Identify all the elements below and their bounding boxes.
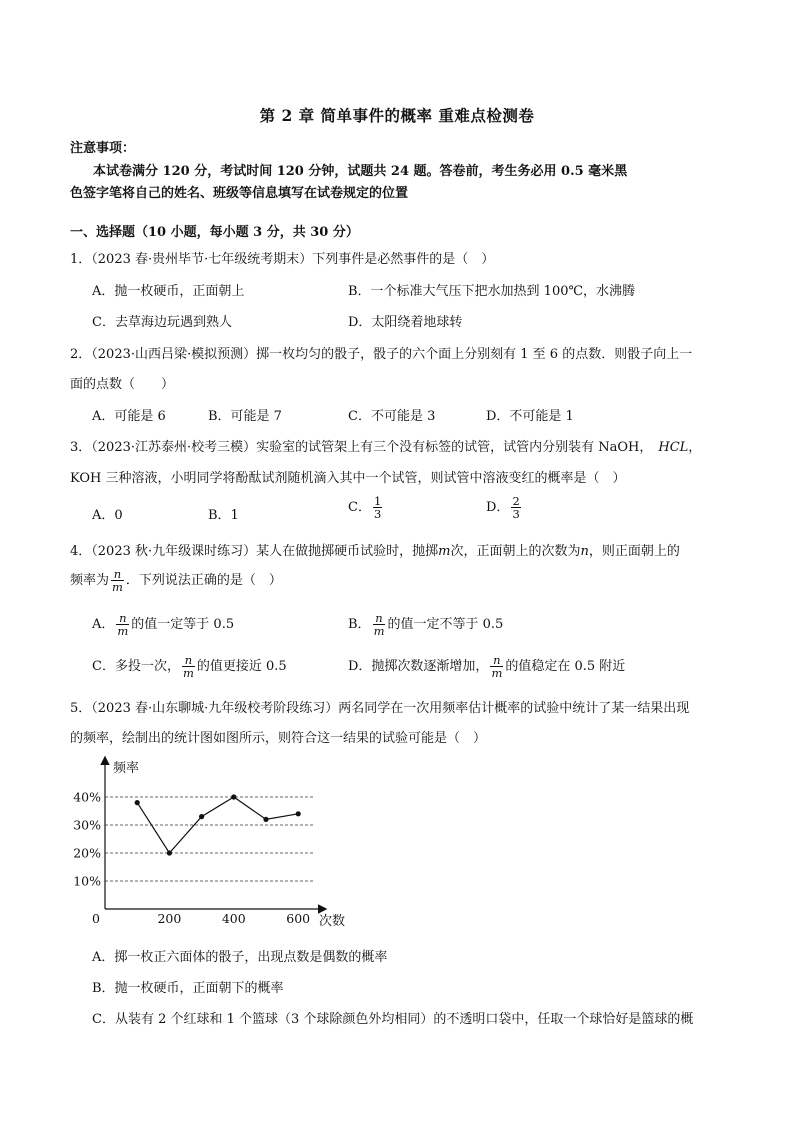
- q1-option-b: B．一个标准大气压下把水加热到 100℃，水沸腾: [348, 284, 636, 299]
- data-point-300: [199, 814, 204, 819]
- q4-frac-numerator: n: [113, 567, 122, 581]
- q4-stem-text-3: ，则正面朝上的: [588, 544, 680, 559]
- q3-option-c-label: C．: [348, 500, 371, 515]
- q4-b-numerator: n: [375, 611, 383, 625]
- q3-stem-line-1: [70, 436, 701, 455]
- chart-ticks: [73, 790, 310, 927]
- q4-stem-line-1: [70, 540, 680, 559]
- origin-label: 0: [92, 911, 100, 926]
- q4-option-b: [348, 612, 503, 637]
- y-tick-label-30: 30%: [73, 817, 101, 833]
- q4-option-d-fraction: [490, 654, 503, 679]
- y-tick-label-40: 40%: [73, 789, 101, 805]
- q4-option-a: [92, 612, 234, 637]
- data-point-600: [296, 811, 301, 816]
- y-axis-label: 频率: [113, 761, 140, 776]
- q4-var-n: n: [580, 544, 589, 559]
- q3-d-denominator: 3: [512, 507, 520, 521]
- x-tick-label-200: 200: [157, 911, 182, 926]
- q5-stem-line-1: 5．（2023 春·山东聊城·九年级校考阶段练习）两名同学在一次用频率估计概率的试验中统计了某一结果出现: [70, 701, 690, 716]
- q4-stem-text-2: 次，正面朝上的次数为: [450, 544, 581, 559]
- q1-option-a: A．抛一枚硬币，正面朝上: [92, 284, 245, 299]
- q4-c-numerator: n: [184, 653, 193, 667]
- data-point-500: [263, 817, 268, 822]
- q5-option-b: B．抛一枚硬币，正面朝下的概率: [92, 981, 284, 996]
- q3-d-numerator: 2: [512, 494, 520, 508]
- q2-option-c: C．不可能是 3: [348, 409, 436, 424]
- q3-option-a: A．0: [92, 508, 123, 523]
- q4-stem-text-4: 频率为: [70, 573, 110, 588]
- q3-option-d-label: D．: [486, 500, 510, 515]
- q4-var-m: m: [438, 544, 451, 559]
- q4-stem-text-5: ．下列说法正确的是（ ）: [125, 573, 282, 588]
- q4-option-c-text: 的值更接近 0.5: [196, 659, 287, 674]
- q3-option-d-fraction: [511, 495, 520, 520]
- q4-stem-text-1: 4．（2023 秋·九年级课时练习）某人在做抛掷硬币试验时，抛掷: [70, 544, 439, 559]
- q3-stem-line-2: KOH 三种溶液，小明同学将酚酞试剂随机滴入其中一个试管，则试管中溶液变红的概率是（ ）: [70, 471, 626, 486]
- frequency-line-chart: [60, 750, 360, 935]
- q2-stem-line-2: 面的点数（ ）: [70, 377, 175, 392]
- q4-option-a-fraction: [116, 612, 129, 637]
- y-tick-label-20: 20%: [73, 845, 101, 861]
- q4-option-d-label: D．抛掷次数逐渐增加，: [348, 659, 489, 674]
- q4-d-numerator: n: [493, 653, 501, 667]
- chart-axes: [92, 758, 345, 929]
- q4-stem-line-2: [70, 568, 282, 593]
- q3-option-d: [486, 495, 523, 520]
- q3-stem-text: 3．（2023·江苏泰州·校考三模）实验室的试管架上有三个没有标签的试管，试管内分别装有 NaOH，: [70, 440, 653, 455]
- q3-comma: ，: [688, 440, 702, 455]
- q4-option-c-fraction: [182, 654, 195, 679]
- y-tick-label-10: 10%: [73, 873, 101, 889]
- q1-option-c: C．去草海边玩遇到熟人: [92, 315, 232, 330]
- q5-option-c: C．从装有 2 个红球和 1 个篮球（3 个球除颜色外均相同）的不透明口袋中，任取一个球恰好是篮球的概: [92, 1012, 694, 1027]
- q3-c-numerator: 1: [373, 494, 382, 508]
- section-heading: 一、选择题（10 小题，每小题 3 分，共 30 分）: [70, 225, 359, 240]
- x-tick-label-600: 600: [286, 911, 311, 926]
- q3-c-denominator: 3: [373, 507, 382, 521]
- q3-hcl: HCL: [658, 440, 689, 455]
- q2-option-d: D．不可能是 1: [486, 409, 574, 424]
- q4-option-d-text: 的值稳定在 0.5 附近: [505, 659, 626, 674]
- q3-option-c-fraction: [373, 495, 382, 520]
- q4-d-denominator: m: [491, 666, 503, 680]
- q1-option-d: D．太阳绕着地球转: [348, 315, 463, 330]
- q3-option-b: B．1: [208, 508, 239, 523]
- q4-c-denominator: m: [182, 666, 194, 680]
- q4-option-a-text: 的值一定等于 0.5: [131, 617, 235, 632]
- data-point-100: [135, 800, 140, 805]
- q4-b-denominator: m: [373, 624, 385, 638]
- q4-a-numerator: n: [119, 611, 127, 625]
- q4-stem-fraction: [111, 568, 124, 593]
- q4-option-c: [92, 654, 287, 679]
- x-axis-label: 次数: [319, 914, 346, 929]
- q1-stem: 1．（2023 春·贵州毕节·七年级统考期末）下列事件是必然事件的是（ ）: [70, 252, 495, 267]
- chart-grid: [105, 797, 315, 881]
- q4-option-b-fraction: [373, 612, 386, 637]
- q4-option-a-label: A．: [92, 617, 115, 632]
- notice-heading: 注意事项：: [70, 141, 136, 156]
- notice-line-1: 本试卷满分 120 分，考试时间 120 分钟，试题共 24 题。答卷前，考生务必用 0.5 毫米黑: [93, 164, 628, 179]
- q5-stem-line-2: 的频率，绘制出的统计图如图所示，则符合这一结果的试验可能是（ ）: [70, 731, 487, 746]
- q4-a-denominator: m: [117, 624, 129, 638]
- q4-option-b-label: B．: [348, 617, 371, 632]
- q3-option-c: [348, 495, 384, 520]
- x-tick-label-400: 400: [221, 911, 246, 926]
- q4-frac-denominator: m: [112, 580, 123, 594]
- data-point-200: [167, 850, 172, 855]
- q5-option-a: A．掷一枚正六面体的骰子，出现点数是偶数的概率: [92, 950, 388, 965]
- q2-option-b: B．可能是 7: [208, 409, 282, 424]
- data-point-400: [231, 794, 236, 799]
- notice-line-2: 色签字笔将自己的姓名、班级等信息填写在试卷规定的位置: [70, 186, 409, 201]
- q2-stem-line-1: 2．（2023·山西吕梁·模拟预测）掷一枚均匀的骰子，骰子的六个面上分别刻有 1 至 6 的点数．则骰子向上一: [70, 347, 693, 362]
- page-title: 第 2 章 简单事件的概率 重难点检测卷: [259, 106, 535, 125]
- q4-option-c-label: C．多投一次，: [92, 659, 180, 674]
- q4-option-b-text: 的值一定不等于 0.5: [387, 617, 504, 632]
- q2-option-a: A．可能是 6: [92, 409, 166, 424]
- q4-option-d: [348, 654, 625, 679]
